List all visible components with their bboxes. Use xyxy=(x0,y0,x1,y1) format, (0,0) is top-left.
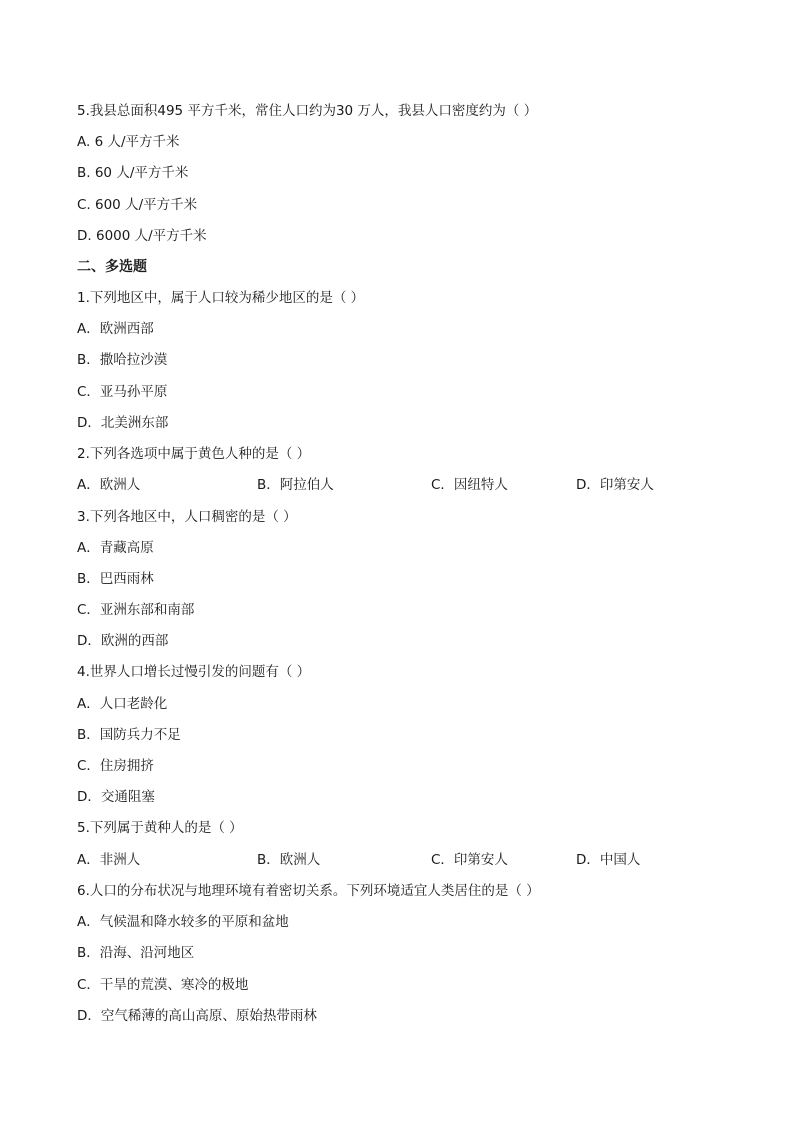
option-a: A．人口老龄化 xyxy=(77,696,168,712)
option-d: D．空气稀薄的高山高原、原始热带雨林 xyxy=(77,1008,317,1024)
option-d: D．印第安人 xyxy=(576,477,654,493)
section-title: 二、多选题 xyxy=(77,259,147,275)
option-a: A．气候温和降水较多的平原和盆地 xyxy=(77,914,289,930)
option-c: C．干旱的荒漠、寒冷的极地 xyxy=(77,977,249,993)
option-c: C．因纽特人 xyxy=(431,477,508,493)
option-a: A. 6 人/平方千米 xyxy=(77,134,180,150)
question-stem: 3.下列各地区中，人口稠密的是（ ） xyxy=(77,509,297,525)
option-d: D．欧洲的西部 xyxy=(77,633,169,649)
option-c: C．亚洲东部和南部 xyxy=(77,602,195,618)
option-d: D．交通阻塞 xyxy=(77,789,155,805)
question-stem: 2.下列各选项中属于黄色人种的是（ ） xyxy=(77,446,311,462)
option-d: D. 6000 人/平方千米 xyxy=(77,228,207,244)
option-a: A．青藏高原 xyxy=(77,540,154,556)
option-b: B．国防兵力不足 xyxy=(77,727,181,743)
option-c: C. 600 人/平方千米 xyxy=(77,197,198,213)
option-b: B．阿拉伯人 xyxy=(257,477,334,493)
question-stem: 1.下列地区中，属于人口较为稀少地区的是（ ） xyxy=(77,290,365,306)
option-d: D．中国人 xyxy=(576,852,641,868)
question-stem: 5.我县总面积495 平方千米，常住人口约为30 万人，我县人口密度约为（ ） xyxy=(77,103,538,119)
question-stem: 5.下列属于黄种人的是（ ） xyxy=(77,820,243,836)
question-stem: 6.人口的分布状况与地理环境有着密切关系。下列环境适宜人类居住的是（ ） xyxy=(77,883,540,899)
option-a: A．欧洲人 xyxy=(77,477,141,493)
option-b: B．巴西雨林 xyxy=(77,571,154,587)
option-c: C．亚马孙平原 xyxy=(77,384,168,400)
option-c: C．住房拥挤 xyxy=(77,758,154,774)
option-b: B．沿海、沿河地区 xyxy=(77,945,195,961)
option-c: C．印第安人 xyxy=(431,852,508,868)
option-b: B. 60 人/平方千米 xyxy=(77,165,189,181)
question-stem: 4.世界人口增长过慢引发的问题有（ ） xyxy=(77,664,311,680)
option-d: D．北美洲东部 xyxy=(77,415,169,431)
option-a: A．非洲人 xyxy=(77,852,141,868)
option-b: B．欧洲人 xyxy=(257,852,321,868)
option-b: B．撒哈拉沙漠 xyxy=(77,352,168,368)
option-a: A．欧洲西部 xyxy=(77,321,154,337)
